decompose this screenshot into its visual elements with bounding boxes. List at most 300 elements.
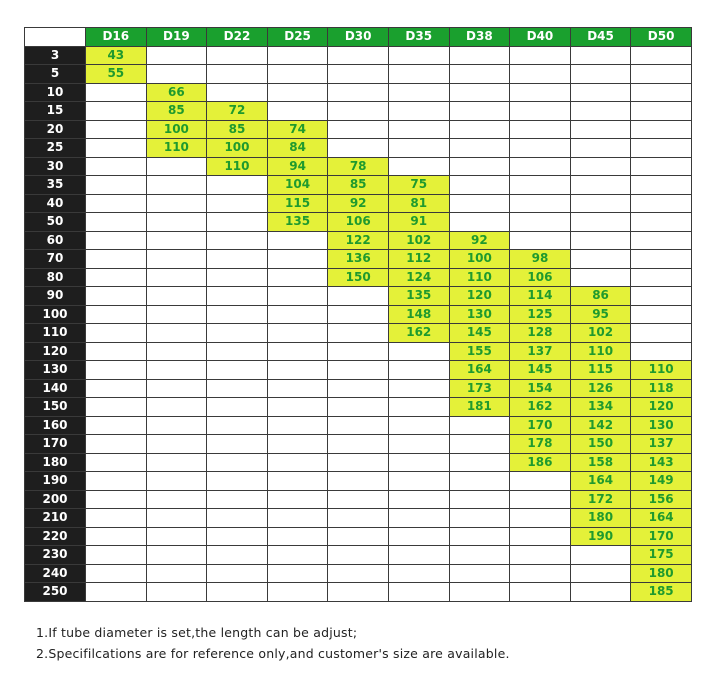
table-cell — [86, 361, 147, 380]
table-cell — [86, 120, 147, 139]
table-cell: 115 — [570, 361, 631, 380]
table-cell: 110 — [570, 342, 631, 361]
table-row — [25, 379, 692, 398]
table-cell: 66 — [146, 83, 207, 102]
table-cell — [207, 416, 268, 435]
table-cell: 78 — [328, 157, 389, 176]
table-cell — [449, 157, 510, 176]
table-cell — [146, 176, 207, 195]
table-cell — [146, 65, 207, 84]
table-cell — [86, 564, 147, 583]
table-cell: 86 — [570, 287, 631, 306]
table-row — [25, 324, 692, 343]
table-cell — [570, 46, 631, 65]
table-cell — [207, 435, 268, 454]
table-cell — [207, 583, 268, 602]
table-cell: 162 — [388, 324, 449, 343]
table-cell — [146, 268, 207, 287]
table-cell — [86, 305, 147, 324]
column-header: D38 — [449, 28, 510, 47]
table-cell: 74 — [267, 120, 328, 139]
table-cell — [449, 213, 510, 232]
table-cell — [328, 453, 389, 472]
table-cell — [388, 509, 449, 528]
table-cell — [388, 564, 449, 583]
table-cell: 115 — [267, 194, 328, 213]
table-cell: 85 — [207, 120, 268, 139]
table-cell — [86, 379, 147, 398]
table-cell — [570, 564, 631, 583]
table-cell — [388, 453, 449, 472]
table-cell: 135 — [388, 287, 449, 306]
table-cell — [328, 527, 389, 546]
table-cell — [570, 194, 631, 213]
table-cell — [86, 416, 147, 435]
table-cell — [328, 139, 389, 158]
table-cell — [328, 509, 389, 528]
table-cell — [570, 65, 631, 84]
table-cell — [388, 157, 449, 176]
table-cell — [328, 83, 389, 102]
table-cell: 84 — [267, 139, 328, 158]
table-cell: 180 — [570, 509, 631, 528]
row-header: 180 — [25, 453, 86, 472]
table-cell — [267, 583, 328, 602]
table-cell — [86, 435, 147, 454]
table-cell: 164 — [449, 361, 510, 380]
table-cell — [388, 120, 449, 139]
table-cell — [86, 583, 147, 602]
row-header: 210 — [25, 509, 86, 528]
table-cell — [86, 490, 147, 509]
table-cell — [207, 176, 268, 195]
row-header: 25 — [25, 139, 86, 158]
table-cell — [267, 83, 328, 102]
table-cell: 135 — [267, 213, 328, 232]
table-cell: 72 — [207, 102, 268, 121]
table-cell — [388, 546, 449, 565]
table-cell — [267, 398, 328, 417]
table-row — [25, 472, 692, 491]
table-cell — [207, 379, 268, 398]
table-cell — [146, 398, 207, 417]
table-cell — [207, 231, 268, 250]
table-cell: 85 — [146, 102, 207, 121]
table-cell — [146, 342, 207, 361]
table-cell — [207, 398, 268, 417]
table-cell — [207, 361, 268, 380]
table-cell — [570, 583, 631, 602]
table-cell — [631, 250, 692, 269]
table-cell — [328, 546, 389, 565]
table-cell — [328, 287, 389, 306]
table-cell — [267, 287, 328, 306]
row-header: 80 — [25, 268, 86, 287]
table-cell: 110 — [207, 157, 268, 176]
table-cell — [86, 102, 147, 121]
table-row — [25, 157, 692, 176]
table-cell: 145 — [449, 324, 510, 343]
table-row — [25, 490, 692, 509]
column-header: D50 — [631, 28, 692, 47]
table-row — [25, 46, 692, 65]
table-cell: 110 — [146, 139, 207, 158]
table-cell: 95 — [570, 305, 631, 324]
table-cell — [388, 398, 449, 417]
table-cell — [86, 509, 147, 528]
table-cell: 100 — [449, 250, 510, 269]
table-cell — [510, 472, 571, 491]
table-cell — [631, 305, 692, 324]
table-cell: 118 — [631, 379, 692, 398]
row-header: 50 — [25, 213, 86, 232]
table-cell — [449, 176, 510, 195]
table-cell — [328, 379, 389, 398]
table-cell — [86, 213, 147, 232]
table-cell — [388, 472, 449, 491]
table-cell — [267, 324, 328, 343]
table-cell — [86, 287, 147, 306]
table-cell — [510, 213, 571, 232]
table-cell — [267, 509, 328, 528]
row-header: 160 — [25, 416, 86, 435]
column-header: D16 — [86, 28, 147, 47]
table-cell — [570, 120, 631, 139]
table-cell — [328, 435, 389, 454]
table-cell — [449, 120, 510, 139]
table-cell — [388, 527, 449, 546]
table-cell — [267, 65, 328, 84]
table-row — [25, 213, 692, 232]
table-cell — [86, 176, 147, 195]
table-cell: 120 — [449, 287, 510, 306]
table-cell: 145 — [510, 361, 571, 380]
table-cell — [631, 213, 692, 232]
table-cell — [146, 490, 207, 509]
table-cell — [86, 194, 147, 213]
row-header: 60 — [25, 231, 86, 250]
table-row — [25, 453, 692, 472]
table-cell: 91 — [388, 213, 449, 232]
table-cell — [146, 509, 207, 528]
row-header: 230 — [25, 546, 86, 565]
table-cell — [510, 102, 571, 121]
table-cell — [631, 231, 692, 250]
table-cell — [631, 268, 692, 287]
table-cell — [449, 83, 510, 102]
table-cell: 102 — [570, 324, 631, 343]
table-cell — [449, 583, 510, 602]
table-cell — [146, 583, 207, 602]
table-cell — [631, 46, 692, 65]
table-cell — [267, 435, 328, 454]
table-cell — [631, 157, 692, 176]
table-cell — [631, 287, 692, 306]
table-row — [25, 564, 692, 583]
table-row — [25, 268, 692, 287]
table-cell — [207, 65, 268, 84]
table-cell — [449, 416, 510, 435]
table-cell — [207, 46, 268, 65]
table-cell: 173 — [449, 379, 510, 398]
row-header: 5 — [25, 65, 86, 84]
table-cell — [631, 139, 692, 158]
table-row — [25, 231, 692, 250]
table-cell: 175 — [631, 546, 692, 565]
table-cell — [631, 102, 692, 121]
row-header: 90 — [25, 287, 86, 306]
column-header: D45 — [570, 28, 631, 47]
table-row — [25, 250, 692, 269]
table-cell — [510, 546, 571, 565]
table-cell — [510, 65, 571, 84]
table-cell — [267, 472, 328, 491]
table-row — [25, 509, 692, 528]
table-cell — [86, 250, 147, 269]
table-cell: 142 — [570, 416, 631, 435]
table-cell: 85 — [328, 176, 389, 195]
table-cell — [449, 46, 510, 65]
table-cell — [328, 361, 389, 380]
table-cell — [146, 324, 207, 343]
table-cell: 100 — [207, 139, 268, 158]
table-cell — [86, 157, 147, 176]
table-row — [25, 583, 692, 602]
table-cell — [328, 342, 389, 361]
table-cell — [207, 213, 268, 232]
table-cell — [86, 231, 147, 250]
table-cell — [146, 453, 207, 472]
table-cell — [328, 416, 389, 435]
table-cell: 130 — [449, 305, 510, 324]
table-cell — [146, 287, 207, 306]
table-cell — [267, 453, 328, 472]
row-header: 150 — [25, 398, 86, 417]
column-header: D25 — [267, 28, 328, 47]
table-cell — [570, 231, 631, 250]
table-cell — [207, 472, 268, 491]
table-cell — [510, 527, 571, 546]
table-cell: 150 — [570, 435, 631, 454]
table-cell: 81 — [388, 194, 449, 213]
table-cell: 186 — [510, 453, 571, 472]
table-cell — [207, 287, 268, 306]
row-header: 140 — [25, 379, 86, 398]
row-header: 10 — [25, 83, 86, 102]
table-cell — [388, 102, 449, 121]
table-cell: 112 — [388, 250, 449, 269]
table-cell: 120 — [631, 398, 692, 417]
table-cell — [267, 102, 328, 121]
table-cell — [267, 490, 328, 509]
table-cell — [328, 305, 389, 324]
table-cell — [631, 65, 692, 84]
row-header: 100 — [25, 305, 86, 324]
table-row — [25, 176, 692, 195]
table-cell — [449, 472, 510, 491]
table-cell — [631, 83, 692, 102]
table-cell — [328, 120, 389, 139]
table-cell — [570, 83, 631, 102]
table-cell — [146, 435, 207, 454]
table-cell — [267, 268, 328, 287]
table-cell — [449, 509, 510, 528]
table-cell — [146, 416, 207, 435]
table-cell — [146, 250, 207, 269]
table-cell — [328, 102, 389, 121]
table-cell: 137 — [631, 435, 692, 454]
table-row — [25, 527, 692, 546]
row-header: 120 — [25, 342, 86, 361]
table-cell: 156 — [631, 490, 692, 509]
table-row — [25, 287, 692, 306]
table-cell: 170 — [631, 527, 692, 546]
table-cell — [510, 509, 571, 528]
table-cell: 100 — [146, 120, 207, 139]
table-row — [25, 435, 692, 454]
column-header: D40 — [510, 28, 571, 47]
table-cell — [388, 342, 449, 361]
table-cell: 164 — [631, 509, 692, 528]
column-header: D22 — [207, 28, 268, 47]
table-cell — [328, 490, 389, 509]
table-cell: 148 — [388, 305, 449, 324]
table-cell — [146, 546, 207, 565]
table-cell — [86, 472, 147, 491]
table-cell — [570, 139, 631, 158]
table-cell — [207, 490, 268, 509]
table-cell — [267, 231, 328, 250]
table-cell — [267, 564, 328, 583]
row-header: 250 — [25, 583, 86, 602]
table-cell — [328, 398, 389, 417]
table-cell — [510, 139, 571, 158]
table-row — [25, 416, 692, 435]
table-cell — [328, 46, 389, 65]
table-cell: 92 — [328, 194, 389, 213]
table-cell: 75 — [388, 176, 449, 195]
table-cell: 106 — [510, 268, 571, 287]
table-cell — [510, 46, 571, 65]
table-cell: 162 — [510, 398, 571, 417]
table-cell — [388, 139, 449, 158]
table-cell — [449, 490, 510, 509]
table-cell: 155 — [449, 342, 510, 361]
table-cell: 190 — [570, 527, 631, 546]
table-row — [25, 342, 692, 361]
table-cell: 110 — [631, 361, 692, 380]
table-cell — [328, 583, 389, 602]
note-1: 1.If tube diameter is set,the length can be adjust; — [36, 625, 358, 640]
table-cell: 185 — [631, 583, 692, 602]
table-cell — [510, 157, 571, 176]
table-row — [25, 120, 692, 139]
table-cell — [449, 102, 510, 121]
table-cell: 98 — [510, 250, 571, 269]
table-cell — [146, 472, 207, 491]
table-cell — [449, 194, 510, 213]
table-cell — [510, 564, 571, 583]
table-cell — [146, 157, 207, 176]
table-cell — [267, 361, 328, 380]
table-row — [25, 546, 692, 565]
table-cell: 125 — [510, 305, 571, 324]
table-cell — [388, 435, 449, 454]
row-header: 40 — [25, 194, 86, 213]
table-cell — [328, 472, 389, 491]
table-cell: 102 — [388, 231, 449, 250]
row-header: 220 — [25, 527, 86, 546]
table-cell — [86, 453, 147, 472]
table-cell: 130 — [631, 416, 692, 435]
table-cell: 170 — [510, 416, 571, 435]
table-cell — [267, 342, 328, 361]
table-cell — [570, 102, 631, 121]
table-cell — [631, 194, 692, 213]
table-cell: 126 — [570, 379, 631, 398]
table-cell — [207, 546, 268, 565]
table-cell — [388, 83, 449, 102]
header-row — [25, 28, 692, 47]
table-cell — [146, 194, 207, 213]
table-cell — [388, 583, 449, 602]
table-cell — [510, 194, 571, 213]
table-cell: 154 — [510, 379, 571, 398]
table-row — [25, 398, 692, 417]
table-cell: 92 — [449, 231, 510, 250]
table-cell — [207, 453, 268, 472]
table-cell: 128 — [510, 324, 571, 343]
table-cell — [388, 379, 449, 398]
table-cell — [207, 194, 268, 213]
table-cell — [267, 379, 328, 398]
table-cell: 164 — [570, 472, 631, 491]
table-cell — [207, 527, 268, 546]
table-cell: 178 — [510, 435, 571, 454]
table-cell — [449, 546, 510, 565]
table-cell: 134 — [570, 398, 631, 417]
column-header: D35 — [388, 28, 449, 47]
row-header: 20 — [25, 120, 86, 139]
table-cell — [146, 231, 207, 250]
table-cell — [146, 361, 207, 380]
table-cell: 149 — [631, 472, 692, 491]
table-cell — [207, 268, 268, 287]
table-cell — [146, 379, 207, 398]
table-cell — [267, 416, 328, 435]
table-row — [25, 65, 692, 84]
row-header: 35 — [25, 176, 86, 195]
table-row — [25, 83, 692, 102]
table-cell: 110 — [449, 268, 510, 287]
table-row — [25, 102, 692, 121]
row-header: 3 — [25, 46, 86, 65]
row-header: 170 — [25, 435, 86, 454]
table-cell — [86, 546, 147, 565]
table-cell — [86, 324, 147, 343]
table-cell — [267, 305, 328, 324]
table-cell — [449, 65, 510, 84]
table-cell: 150 — [328, 268, 389, 287]
table-cell: 136 — [328, 250, 389, 269]
row-header: 110 — [25, 324, 86, 343]
table-cell — [570, 157, 631, 176]
table-cell — [146, 305, 207, 324]
table-cell — [207, 324, 268, 343]
table-cell — [86, 268, 147, 287]
table-cell — [146, 213, 207, 232]
table-row — [25, 194, 692, 213]
